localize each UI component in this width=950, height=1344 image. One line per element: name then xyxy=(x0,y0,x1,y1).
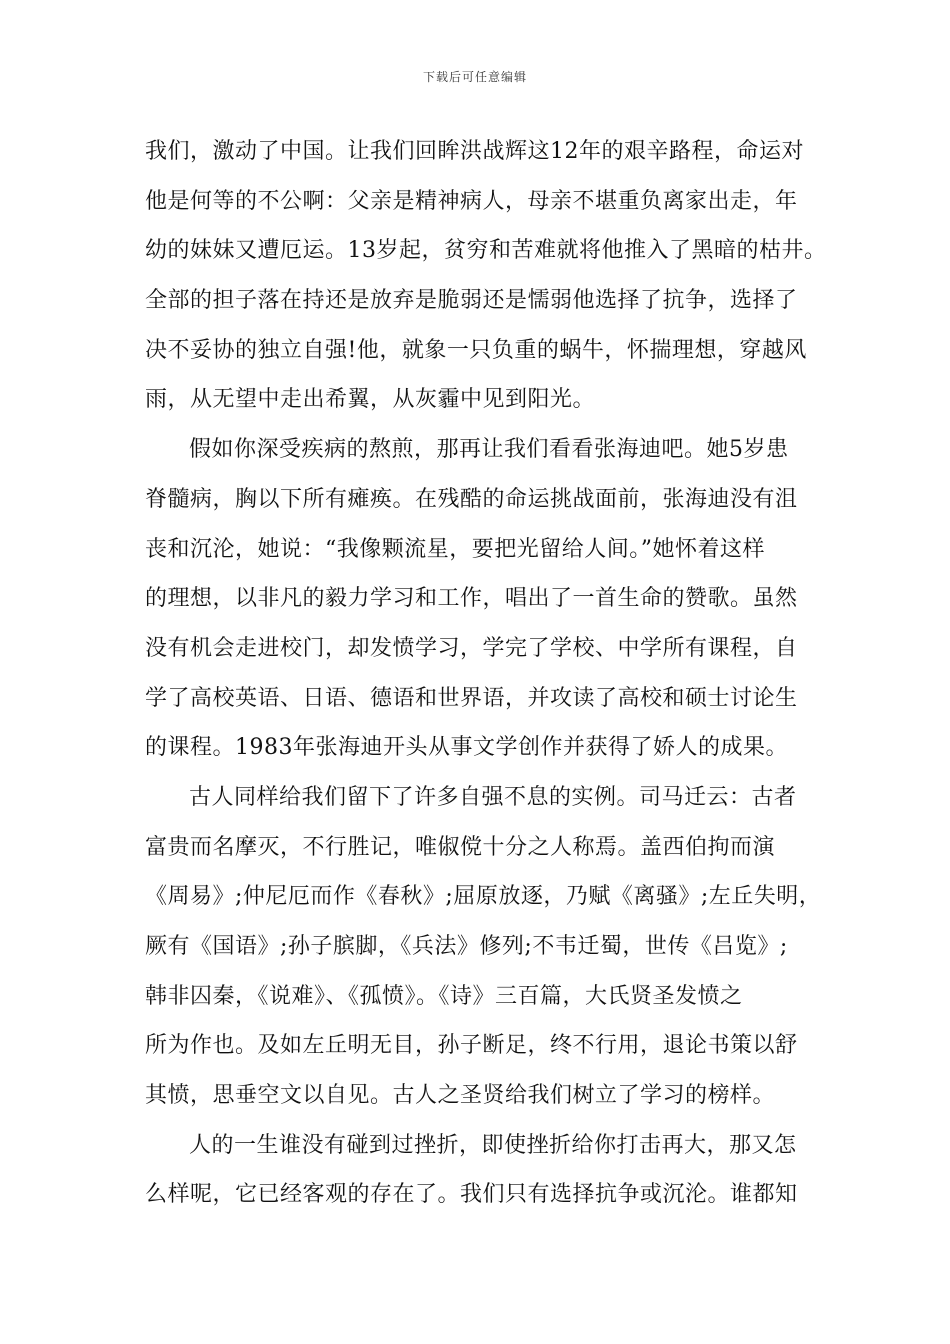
text-line: 全部的担子落在持还是放弃是脆弱还是懦弱他选择了抗争，选择了 xyxy=(145,288,798,314)
text-line: 决不妥协的独立自强!他，就象一只负重的蜗牛，怀揣理想，穿越风 xyxy=(145,337,807,363)
text-line: 丧和沉沦，她说：“我像颗流星，要把光留给人间。”她怀着这样 xyxy=(145,536,765,562)
text-line: 的理想，以非凡的毅力学习和工作，唱出了一首生命的赞歌。虽然 xyxy=(145,586,798,612)
text-line: 《周易》;仲尼厄而作《春秋》;屈原放逐，乃赋《离骚》;左丘失明， xyxy=(145,884,822,910)
text-line: 厥有《国语》;孙子膑脚，《兵法》修列;不韦迁蜀，世传《吕览》; xyxy=(145,934,788,959)
document-body xyxy=(145,131,825,1224)
paragraph-first-line: 人的一生谁没有碰到过挫折，即使挫折给你打击再大，那又怎 xyxy=(189,1132,797,1158)
text-line: 富贵而名摩灭，不行胜记，唯俶傥十分之人称焉。盖西伯拘而演 xyxy=(145,834,776,860)
page-header: 下载后可任意编辑 xyxy=(422,70,527,84)
text-line: 没有机会走进校门，却发愤学习，学完了学校、中学所有课程，自 xyxy=(145,635,798,661)
paragraph-first-line: 假如你深受疾病的熬煎，那再让我们看看张海迪吧。她5岁患 xyxy=(189,437,789,463)
text-line: 所为作也。及如左丘明无目，孙子断足，终不行用，退论书策以舒 xyxy=(145,1033,798,1059)
text-line: 他是何等的不公啊：父亲是精神病人，母亲不堪重负离家出走，年 xyxy=(145,188,798,214)
text-line: 的课程。1983年张海迪开头从事文学创作并获得了娇人的成果。 xyxy=(145,735,788,761)
text-line: 韩非囚秦，《说难》、《孤愤》。《诗》三百篇，大氏贤圣发愤之 xyxy=(145,983,743,1009)
text-line: 雨，从无望中走出希翼，从灰霾中见到阳光。 xyxy=(145,387,596,413)
text-line: 幼的妹妹又遭厄运。13岁起，贫穷和苦难就将他推入了黑暗的枯井。 xyxy=(145,238,827,264)
text-line: 其愤，思垂空文以自见。古人之圣贤给我们树立了学习的榜样。 xyxy=(145,1083,776,1109)
text-line: 脊髓病，胸以下所有瘫痪。在残酷的命运挑战面前，张海迪没有沮 xyxy=(145,486,798,512)
text-line: 我们，激动了中国。让我们回眸洪战辉这12年的艰辛路程，命运对 xyxy=(145,139,804,164)
text-line: 学了高校英语、日语、德语和世界语，并攻读了高校和硕士讨论生 xyxy=(145,685,798,711)
text-line: 么样呢，它已经客观的存在了。我们只有选择抗争或沉沦。谁都知 xyxy=(145,1182,798,1208)
paragraph-first-line: 古人同样给我们留下了许多自强不息的实例。司马迁云：古者 xyxy=(189,784,797,810)
